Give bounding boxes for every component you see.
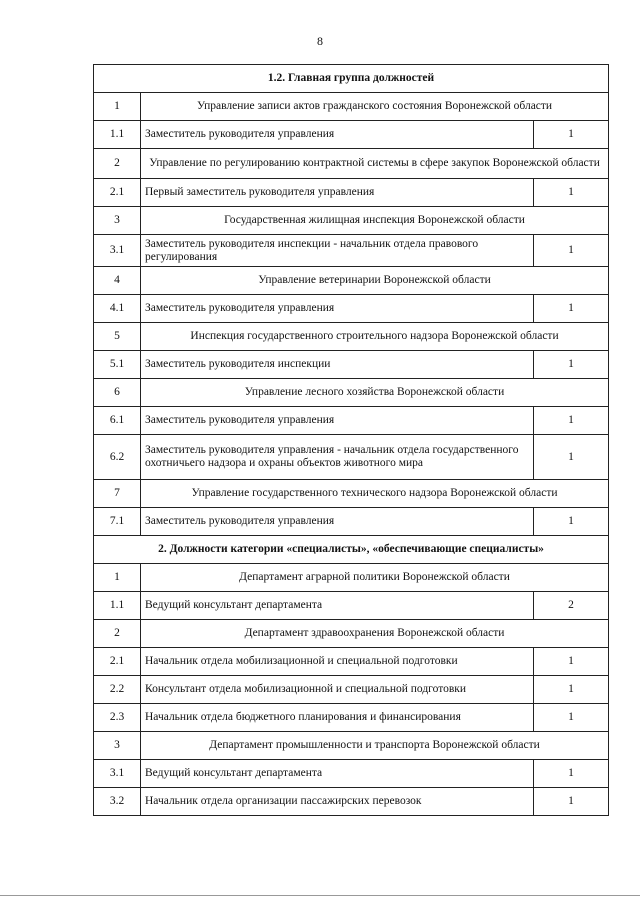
- row-number: 3: [94, 207, 141, 235]
- row-number: 1.1: [94, 592, 141, 620]
- department-name: Управление ветеринарии Воронежской области: [141, 267, 609, 295]
- position-count: 1: [534, 295, 609, 323]
- row-number: 6.1: [94, 407, 141, 435]
- position-count: 2: [534, 592, 609, 620]
- row-number: 2.1: [94, 648, 141, 676]
- position-row: [94, 235, 609, 267]
- department-name: Инспекция государственного строительного надзора Воронежской области: [141, 323, 609, 351]
- position-count: 1: [534, 121, 609, 149]
- position-row: [94, 295, 609, 323]
- row-number: 4: [94, 267, 141, 295]
- position-count: 1: [534, 788, 609, 816]
- position-title: Ведущий консультант департамента: [141, 592, 534, 620]
- position-title: Заместитель руководителя управления: [141, 295, 534, 323]
- position-count: 1: [534, 704, 609, 732]
- position-row: [94, 676, 609, 704]
- row-number: 5: [94, 323, 141, 351]
- department-name: Управление записи актов гражданского состояния Воронежской области: [141, 93, 609, 121]
- position-title: Начальник отдела мобилизационной и специальной подготовки: [141, 648, 534, 676]
- position-count: 1: [534, 435, 609, 480]
- position-row: [94, 179, 609, 207]
- row-number: 2.3: [94, 704, 141, 732]
- position-title: Ведущий консультант департамента: [141, 760, 534, 788]
- department-row: [94, 149, 609, 179]
- position-title: Заместитель руководителя инспекции: [141, 351, 534, 379]
- position-row: [94, 508, 609, 536]
- page-number: 8: [317, 34, 323, 48]
- department-row: [94, 620, 609, 648]
- position-row: [94, 121, 609, 149]
- position-title: Заместитель руководителя управления: [141, 508, 534, 536]
- department-row: [94, 480, 609, 508]
- row-number: 1: [94, 564, 141, 592]
- row-number: 6.2: [94, 435, 141, 480]
- row-number: 4.1: [94, 295, 141, 323]
- department-name: Управление по регулированию контрактной системы в сфере закупок Воронежской области: [141, 149, 609, 179]
- row-number: 2: [94, 620, 141, 648]
- positions-table-body: [94, 65, 609, 816]
- position-title: Начальник отдела организации пассажирских перевозок: [141, 788, 534, 816]
- row-number: 2.1: [94, 179, 141, 207]
- position-row: [94, 648, 609, 676]
- department-row: [94, 564, 609, 592]
- position-count: 1: [534, 760, 609, 788]
- page-bottom-rule: [0, 895, 640, 896]
- position-count: 1: [534, 407, 609, 435]
- department-name: Управление лесного хозяйства Воронежской области: [141, 379, 609, 407]
- department-row: [94, 732, 609, 760]
- position-title: Заместитель руководителя управления - начальник отдела государственного охотничьего надзора и охраны объектов животного мира: [141, 435, 534, 480]
- position-count: 1: [534, 235, 609, 267]
- row-number: 7.1: [94, 508, 141, 536]
- department-row: [94, 267, 609, 295]
- position-row: [94, 435, 609, 480]
- row-number: 5.1: [94, 351, 141, 379]
- department-name: Департамент аграрной политики Воронежской области: [141, 564, 609, 592]
- row-number: 7: [94, 480, 141, 508]
- department-row: [94, 323, 609, 351]
- row-number: 6: [94, 379, 141, 407]
- department-row: [94, 93, 609, 121]
- department-row: [94, 379, 609, 407]
- row-number: 1.1: [94, 121, 141, 149]
- section-row: [94, 65, 609, 93]
- positions-table: [93, 64, 609, 816]
- row-number: 3: [94, 732, 141, 760]
- row-number: 3.1: [94, 760, 141, 788]
- position-title: Заместитель руководителя управления: [141, 121, 534, 149]
- position-title: Консультант отдела мобилизационной и специальной подготовки: [141, 676, 534, 704]
- position-row: [94, 592, 609, 620]
- position-title: Заместитель руководителя управления: [141, 407, 534, 435]
- position-row: [94, 407, 609, 435]
- position-count: 1: [534, 179, 609, 207]
- position-row: [94, 704, 609, 732]
- department-name: Управление государственного технического надзора Воронежской области: [141, 480, 609, 508]
- position-title: Заместитель руководителя инспекции - начальник отдела правового регулирования: [141, 235, 534, 267]
- row-number: 2.2: [94, 676, 141, 704]
- row-number: 2: [94, 149, 141, 179]
- position-title: Первый заместитель руководителя управления: [141, 179, 534, 207]
- department-name: Департамент промышленности и транспорта Воронежской области: [141, 732, 609, 760]
- position-count: 1: [534, 676, 609, 704]
- row-number: 3.2: [94, 788, 141, 816]
- row-number: 3.1: [94, 235, 141, 267]
- department-name: Департамент здравоохранения Воронежской области: [141, 620, 609, 648]
- department-row: [94, 207, 609, 235]
- section-title: 2. Должности категории «специалисты», «обеспечивающие специалисты»: [94, 536, 609, 564]
- position-row: [94, 760, 609, 788]
- row-number: 1: [94, 93, 141, 121]
- position-count: 1: [534, 351, 609, 379]
- position-row: [94, 351, 609, 379]
- section-title: 1.2. Главная группа должностей: [94, 65, 609, 93]
- position-title: Начальник отдела бюджетного планирования и финансирования: [141, 704, 534, 732]
- position-count: 1: [534, 508, 609, 536]
- position-row: [94, 788, 609, 816]
- section-row: [94, 536, 609, 564]
- department-name: Государственная жилищная инспекция Воронежской области: [141, 207, 609, 235]
- position-count: 1: [534, 648, 609, 676]
